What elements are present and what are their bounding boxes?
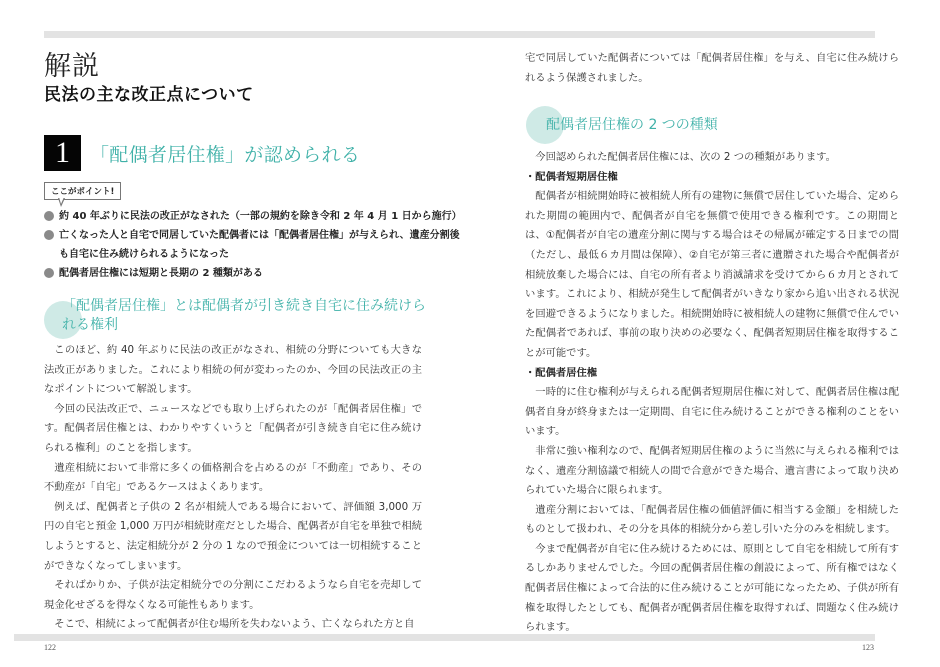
speech-bubble-tail-icon — [58, 198, 65, 207]
point-callout-label: ここがポイント! — [44, 182, 121, 200]
section-number-badge: 1 — [44, 135, 81, 171]
paragraph: このほど、約 40 年ぶりに民法の改正がなされ、相続の分野についても大きな法改正がありました。これにより相続の何が変わったのか、今回の民法改正の主なポイントについて解説します。 — [44, 344, 422, 396]
key-point-item: 配偶者居住権には短期と長期の 2 種類がある — [44, 264, 464, 283]
paragraph: 宅で同居していた配偶者については「配偶者居住権」を与え、自宅に住み続けられるよう保護されました。 — [525, 52, 899, 84]
key-point-item: 約 40 年ぶりに民法の改正がなされた（一部の規約を除き令和 2 年 4 月 1 日から施行） — [44, 207, 464, 226]
paragraph: 今まで配偶者が自宅に住み続けるためには、原則として自宅を相続して所有するしかありませんでした。今回の配偶者居住権の創設によって、所有権ではなく配偶者居住権によって合法的に住み続けることが可能になったため、子供が所有権を取得したとしても、配偶者が配偶者居住権を取得すれば、問題なく住み続けられます。 — [525, 542, 899, 634]
paragraph: 遺産相続において非常に多くの価格割合を占めるのが「不動産」であり、その不動産が「自宅」であるケースはよくあります。 — [44, 461, 422, 494]
subheading: 配偶者居住権の 2 つの種類 — [546, 116, 846, 135]
paragraph: そこで、相続によって配偶者が住む場所を失わないよう、亡くなられた方と自 — [54, 618, 415, 631]
bullet-dot-icon — [44, 230, 54, 240]
subheading: 「配偶者居住権」とは配偶者が引き続き自宅に住み続けられる権利 — [62, 297, 432, 335]
type-heading: ・配偶者居住権 — [525, 366, 598, 379]
bottom-rule — [14, 634, 470, 641]
page-number: 123 — [862, 643, 874, 652]
top-rule — [470, 31, 875, 38]
continuation-text — [525, 49, 899, 88]
paragraph: 今回の民法改正で、ニュースなどでも取り上げられたのが「配偶者居住権」です。配偶者居住権とは、わかりやすくいうと「配偶者が引き続き自宅に住み続けられる権利」のことを指します。 — [44, 402, 422, 454]
page-heading: 解説 — [44, 51, 100, 82]
body-text — [44, 341, 422, 635]
right-page — [470, 0, 940, 667]
section-title: 「配偶者居住権」が認められる — [90, 144, 361, 166]
paragraph: そればかりか、子供が法定相続分での分割にこだわるようなら自宅を売却して現金化せざるを得なくなる可能性もあります。 — [44, 579, 422, 611]
type-heading: ・配偶者短期居住権 — [525, 170, 618, 183]
key-points-list — [44, 207, 464, 283]
page-subtitle: 民法の主な改正点について — [44, 85, 254, 105]
body-text — [525, 148, 899, 638]
key-point-item: 亡くなった人と自宅で同居していた配偶者には「配偶者居住権」が与えられ、遺産分割後も自宅に住み続けられるようになった — [44, 226, 464, 264]
paragraph: 遺産分割においては、「配偶者居住権の価値評価に相当する金額」を相続したものとして扱われ、その分を具体的相続分から差し引いた分のみを相続します。 — [525, 503, 899, 536]
page-number: 122 — [44, 643, 56, 652]
top-rule — [44, 31, 470, 38]
bullet-dot-icon — [44, 211, 54, 221]
intro-paragraph: 今回認められた配偶者居住権には、次の 2 つの種類があります。 — [535, 151, 836, 163]
bottom-rule — [470, 634, 875, 641]
paragraph: 非常に強い権利なので、配偶者短期居住権のように当然に与えられる権利ではなく、遺産分割協議で相続人の間で合意ができた場合、遺言書によって取り決められていた場合に限られます。 — [525, 444, 899, 497]
paragraph: 配偶者が相続開始時に被相続人所有の建物に無償で居住していた場合、定められた期間の範囲内で、配偶者が自宅を無償で使用できる権利です。この期間とは、①配偶者が自宅の遺産分割に関与する場合はその帰属が確定する日までの間（ただし、最低６カ月間は保障）、②自宅が第三者に遺贈された場合や配偶者が相続放棄した場合には、自宅の所有者より消滅請求を受けてから６カ月とされています。これにより、相続が発生して配偶者がいきなり家から追い出される状況を回避できるようになりました。相続開始時に被相続人の建物に無償で住んでいた配偶者であれば、事前の取り決めの必要なく、配偶者短期居住権を取得することが可能です。 — [525, 190, 899, 359]
paragraph: 例えば、配偶者と子供の 2 名が相続人である場合において、評価額 3,000 万円の自宅と預金 1,000 万円が相続財産だとした場合、配偶者が自宅を単独で相続しようとすると、法定相続分が 2 分の 1 なので預金については一切相続することができなくなってしまいます。 — [44, 500, 422, 572]
bullet-dot-icon — [44, 268, 54, 278]
paragraph: 一時的に住む権利が与えられる配偶者短期居住権に対して、配偶者居住権は配偶者自身が終身または一定期間、自宅に住み続けることができる権利のことをいいます。 — [525, 386, 899, 438]
